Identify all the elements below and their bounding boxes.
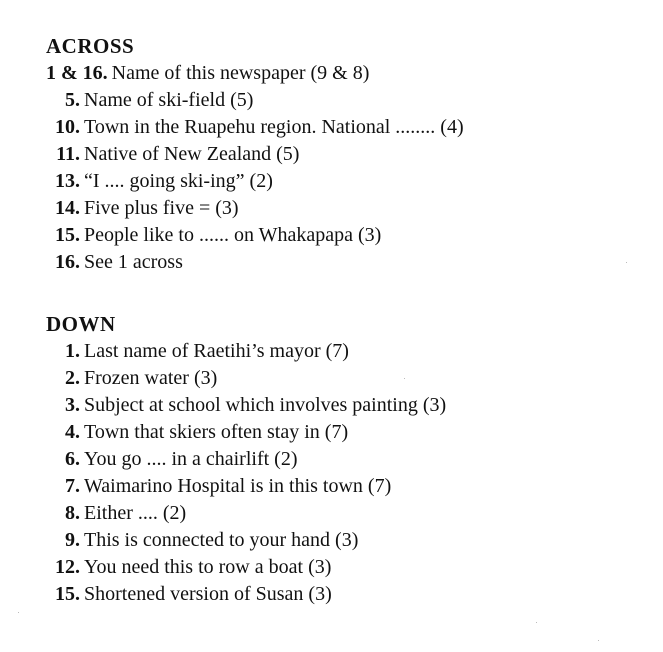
- across-heading: ACROSS: [46, 34, 135, 58]
- clue-text: Name of ski-field (5): [84, 89, 254, 111]
- across-clue: [46, 87, 464, 114]
- clue-number: 12.: [55, 556, 80, 578]
- clue-text: “I .... going ski-ing” (2): [84, 170, 273, 192]
- clue-number: 2.: [65, 367, 80, 389]
- across-clue: [46, 60, 464, 87]
- clue-text: You need this to row a boat (3): [84, 556, 332, 578]
- scan-speck: [598, 640, 599, 641]
- across-clue-list: [46, 60, 464, 276]
- clue-text: Shortened version of Susan (3): [84, 583, 332, 605]
- clue-number: 9.: [65, 529, 80, 551]
- down-clue: [46, 581, 446, 608]
- clue-number: 15.: [55, 224, 80, 246]
- clue-text: You go .... in a chairlift (2): [84, 448, 298, 470]
- clue-text: Name of this newspaper (9 & 8): [111, 62, 370, 84]
- clue-text: This is connected to your hand (3): [84, 529, 359, 551]
- clue-number: 3.: [65, 394, 80, 416]
- down-clue: [46, 500, 446, 527]
- clue-text: Town in the Ruapehu region. National ........ (4): [84, 116, 464, 138]
- clue-number: 14.: [55, 197, 80, 219]
- down-clue: [46, 554, 446, 581]
- clue-number: 15.: [55, 583, 80, 605]
- clue-number: 5.: [65, 89, 80, 111]
- clue-text: Five plus five = (3): [84, 197, 239, 219]
- down-clue: [46, 527, 446, 554]
- clue-text: Last name of Raetihi’s mayor (7): [84, 340, 349, 362]
- down-clue-list: [46, 338, 446, 608]
- across-clue: [46, 249, 464, 276]
- clue-text: Town that skiers often stay in (7): [84, 421, 349, 443]
- down-clue: [46, 446, 446, 473]
- scan-speck: [404, 378, 405, 379]
- across-clue: [46, 195, 464, 222]
- down-clue: [46, 392, 446, 419]
- clue-text: Either .... (2): [84, 502, 187, 524]
- clue-number: 11.: [56, 143, 80, 165]
- scan-speck: [536, 622, 537, 623]
- down-clue: [46, 419, 446, 446]
- clue-number: 16.: [55, 251, 80, 273]
- clue-text: Native of New Zealand (5): [84, 143, 300, 165]
- down-clue: [46, 365, 446, 392]
- across-clue: [46, 114, 464, 141]
- clue-number: 10.: [55, 116, 80, 138]
- across-clue: [46, 168, 464, 195]
- clue-text: Waimarino Hospital is in this town (7): [84, 475, 392, 497]
- scan-speck: [626, 262, 627, 263]
- clue-number: 4.: [65, 421, 80, 443]
- clue-number: 13.: [55, 170, 80, 192]
- scan-speck: [18, 612, 19, 613]
- down-clue: [46, 338, 446, 365]
- across-clue: [46, 222, 464, 249]
- clue-text: See 1 across: [84, 251, 183, 273]
- clue-number: 1.: [65, 340, 80, 362]
- down-clue: [46, 473, 446, 500]
- clue-number: 1 & 16.: [46, 62, 108, 84]
- clue-number: 6.: [65, 448, 80, 470]
- clue-text: Frozen water (3): [84, 367, 218, 389]
- down-heading: DOWN: [46, 312, 116, 336]
- clue-text: Subject at school which involves painting (3): [84, 394, 447, 416]
- clue-number: 8.: [65, 502, 80, 524]
- clue-text: People like to ...... on Whakapapa (3): [84, 224, 382, 246]
- across-clue: [46, 141, 464, 168]
- clue-number: 7.: [65, 475, 80, 497]
